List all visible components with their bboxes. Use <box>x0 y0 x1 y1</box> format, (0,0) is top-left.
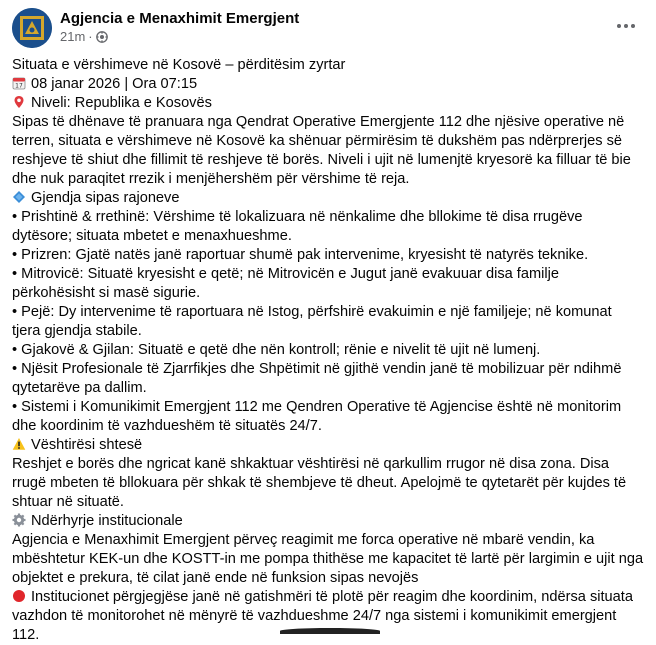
post-line: 17 08 janar 2026 | Ora 07:15 <box>12 75 644 94</box>
page-name[interactable]: Agjencia e Menaxhimit Emergjent <box>60 10 300 27</box>
globe-icon[interactable] <box>96 31 108 43</box>
pin-icon <box>12 95 26 109</box>
svg-text:17: 17 <box>15 82 23 90</box>
post-header <box>12 8 642 48</box>
post-time[interactable]: 21m <box>60 29 86 44</box>
meta-separator: · <box>88 29 93 44</box>
gear-icon <box>12 513 26 527</box>
post-line: • Prishtinë & rrethinë: Vërshime të lokalizuara në nënkalime dhe bllokime të disa rrugëve dytësore; situata mbetet e menaxhueshme. <box>12 209 583 244</box>
post-line: • Pejë: Dy intervenime të raportuara në Istog, përfshirë evakuimin e një familjeje; në komunat tjera gjendja stabile. <box>12 304 612 339</box>
post-body <box>12 56 644 645</box>
post-line: • Prizren: Gjatë natës janë raportuar shumë pak intervenime, kryesisht të natyrës teknike. <box>12 247 589 263</box>
post-line: Sipas të dhënave të pranuara nga Qendrat Operative Emergjente 112 dhe njësive operative në terren, situata e vërshimeve në Kosovë ka shënuar përmirësim të dukshëm pas ndërprerjes së reshjeve të shiut dhe fillimit të reshjeve të borës. Niveli i ujit në lumenjtë kryesorë ka filluar të bie dhe nuk paraqitet rrezik i menjëhershëm për vërshime të reja. <box>12 114 631 187</box>
next-post-edge <box>280 628 380 634</box>
red-circle-icon <box>12 589 26 603</box>
post-line: • Gjakovë & Gjilan: Situatë e qetë dhe nën kontroll; rënie e nivelit të ujit në lumenj. <box>12 342 541 358</box>
post-line: • Njësit Profesionale të Zjarrfikjes dhe Shpëtimit në gjithë vendin janë të mobilizuar për ndihmë qytetarëve pa dallim. <box>12 361 622 396</box>
more-options-icon[interactable] <box>612 12 640 40</box>
post-line: Reshjet e borës dhe ngricat kanë shkaktuar vështirësi në qarkullim rrugor në disa zona. Disa rrugë mbeten të bllokuara për shkak të shembjeve të dheut. Apelojmë te qytetarët për kujdes të shtuar në situatë. <box>12 456 627 510</box>
warning-icon <box>12 437 26 451</box>
post-line: Niveli: Republika e Kosovës <box>12 94 644 113</box>
post-line: Institucionet përgjegjëse janë në gatishmëri të plotë për reagim dhe koordinim, ndërsa situata vazhdon të monitorohet në mënyrë të vazhdueshme 24/7 nga sistemi i komunikimit emergjent 112. <box>12 589 633 643</box>
calendar-icon <box>12 76 26 90</box>
post-line: • Mitrovicë: Situatë kryesisht e qetë; në Mitrovicën e Jugut janë evakuuar disa familje përkohësisht si masë sigurie. <box>12 266 559 301</box>
post-line: Agjencia e Menaxhimit Emergjent përveç reagimit me forca operative në mbarë vendin, ka mbështetur KEK-un dhe KOSTT-in me pompa thithëse me kapacitet të lartë për largimin e ujit nga objektet e prekura, të cilat janë ende në funksion sipas nevojës <box>12 532 644 586</box>
post-line: Vështirësi shtesë <box>12 436 644 455</box>
post-line: Ndërhyrje institucionale <box>12 512 644 531</box>
page-avatar[interactable] <box>12 8 52 48</box>
post-line: Situata e vërshimeve në Kosovë – përditësim zyrtar <box>12 57 346 73</box>
diamond-icon <box>12 190 26 204</box>
post-line: • Sistemi i Komunikimit Emergjent 112 me Qendren Operative të Agjencise është në monitorim dhe koordinim të vazhdueshëm të situatës 24/7. <box>12 399 622 434</box>
post-meta <box>60 29 108 45</box>
post-line: Gjendja sipas rajoneve <box>12 189 644 208</box>
